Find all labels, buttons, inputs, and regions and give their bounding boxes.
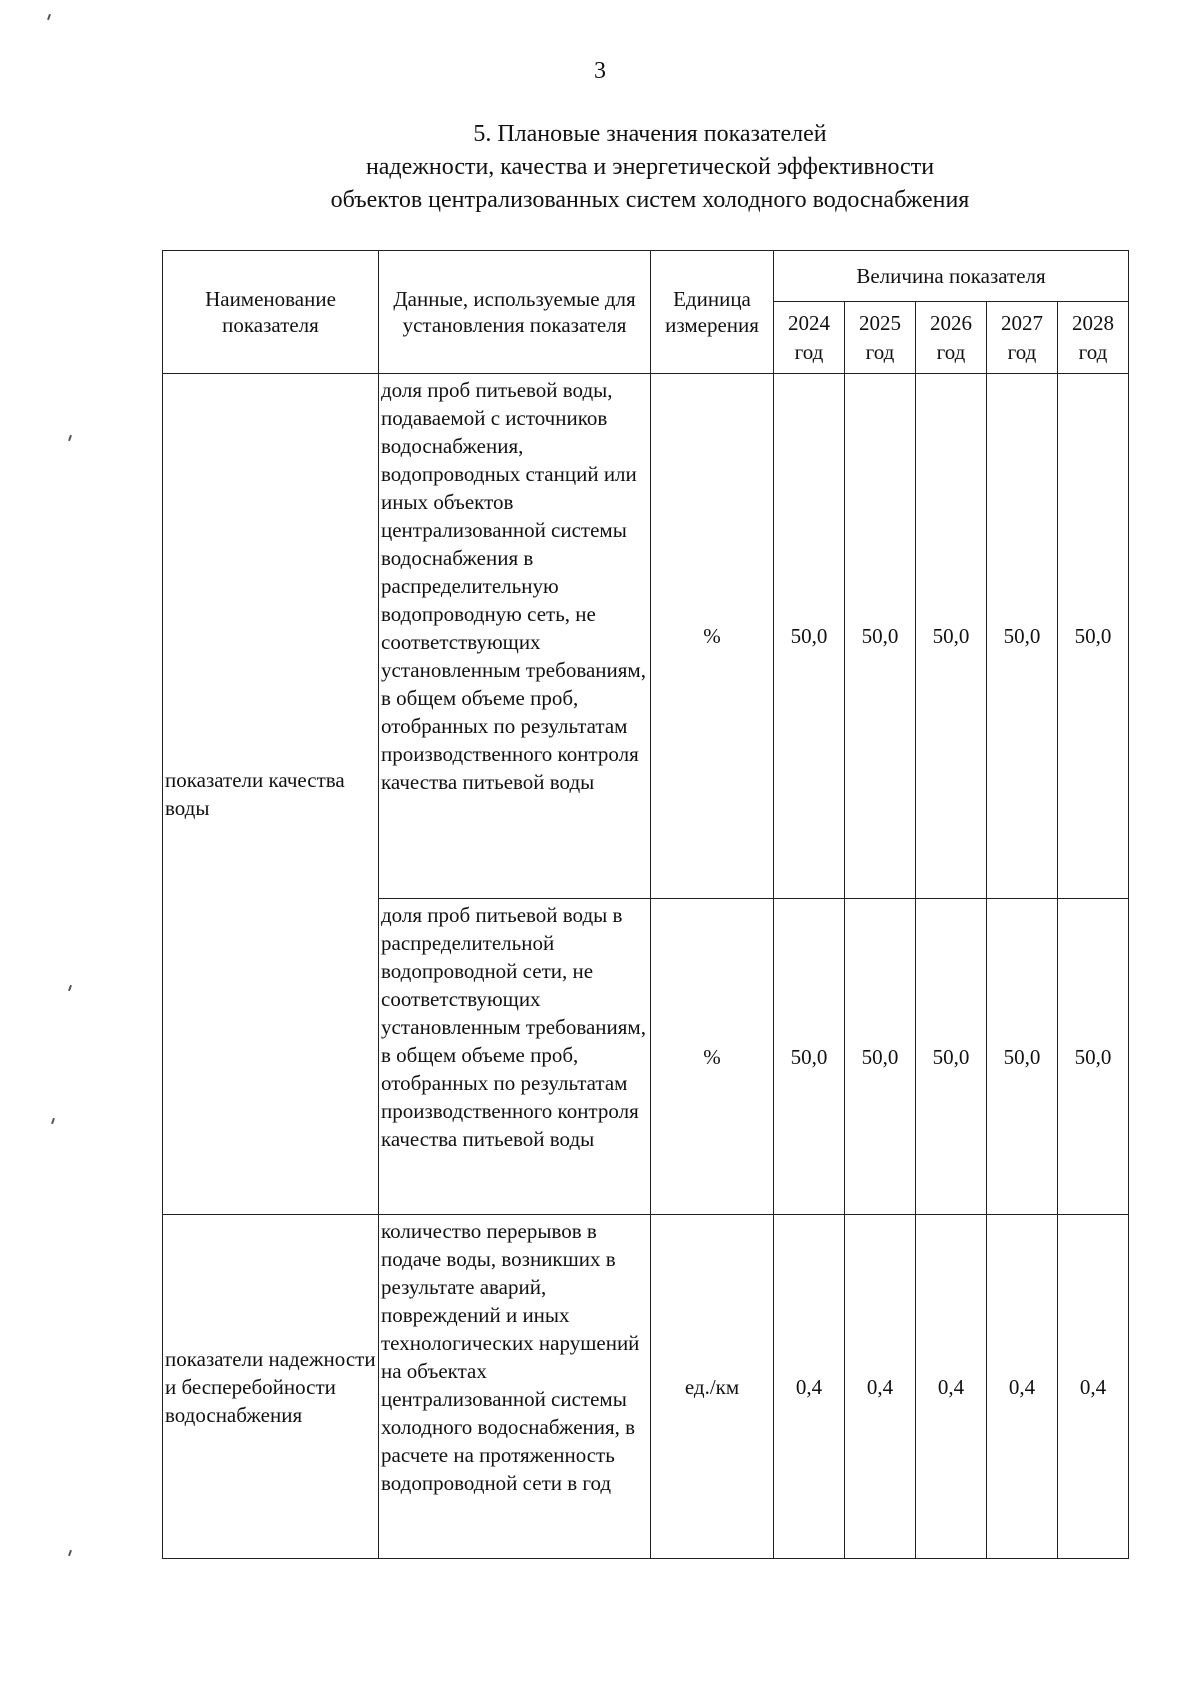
indicator-group-name: показатели надежности и бесперебойности водоснабжения: [163, 1215, 379, 1559]
indicator-value: 50,0: [987, 899, 1058, 1215]
header-year: 2027 год: [987, 302, 1058, 374]
header-year: 2028 год: [1058, 302, 1129, 374]
indicator-value: 50,0: [1058, 899, 1129, 1215]
title-line: 5. Плановые значения показателей: [473, 121, 827, 147]
title-line: объектов централизованных систем холодного водоснабжения: [330, 187, 970, 213]
indicator-value: 50,0: [845, 374, 916, 899]
indicator-value: 50,0: [774, 899, 845, 1215]
indicator-value: 50,0: [987, 374, 1058, 899]
indicator-data: количество перерывов в подаче воды, возникших в результате аварий, повреждений и иных технологических нарушений на объектах централизованной системы холодного водоснабжения, в расчете на протяженность водопроводной сети в год: [379, 1215, 651, 1559]
header-data: Данные, используемые для установления показателя: [379, 251, 651, 374]
indicator-value: 0,4: [987, 1215, 1058, 1559]
indicator-group-name: показатели качества воды: [163, 374, 379, 1215]
indicator-value: 0,4: [1058, 1215, 1129, 1559]
indicator-unit: ед./км: [651, 1215, 774, 1559]
header-year: 2024 год: [774, 302, 845, 374]
indicator-value: 50,0: [916, 374, 987, 899]
table-row: [163, 374, 1129, 899]
header-value-group: Величина показателя: [774, 251, 1129, 302]
indicator-value: 50,0: [1058, 374, 1129, 899]
title-line: надежности, качества и энергетической эффективности: [365, 154, 935, 180]
indicator-value: 50,0: [774, 374, 845, 899]
indicator-value: 0,4: [774, 1215, 845, 1559]
header-name: Наименование показателя: [163, 251, 379, 374]
indicator-data: доля проб питьевой воды в распределительной водопроводной сети, не соответствующих установленным требованиям, в общем объеме проб, отобранных по результатам производственного контроля качества питьевой воды: [379, 899, 651, 1215]
scan-speck: [68, 435, 72, 441]
indicators-table: [162, 250, 1129, 1559]
indicator-unit: %: [651, 899, 774, 1215]
indicator-value: 0,4: [845, 1215, 916, 1559]
indicator-value: 50,0: [845, 899, 916, 1215]
page-number: 3: [594, 58, 606, 84]
scan-speck: [68, 1550, 72, 1556]
indicator-value: 0,4: [916, 1215, 987, 1559]
indicator-data: доля проб питьевой воды, подаваемой с источников водоснабжения, водопроводных станций или иных объектов централизованной системы водоснабжения в распределительную водопроводную сеть, не соответствующих установленным требованиям, в общем объеме проб, отобранных по результатам производственного контроля качества питьевой воды: [379, 374, 651, 899]
indicator-unit: %: [651, 374, 774, 899]
header-year: 2026 год: [916, 302, 987, 374]
scan-speck: [47, 14, 51, 20]
header-unit: Единица измерения: [651, 251, 774, 374]
document-title: [150, 118, 1150, 217]
header-year: 2025 год: [845, 302, 916, 374]
scan-speck: [51, 1118, 55, 1124]
table-row: [163, 1215, 1129, 1559]
scan-speck: [68, 985, 72, 991]
indicator-value: 50,0: [916, 899, 987, 1215]
